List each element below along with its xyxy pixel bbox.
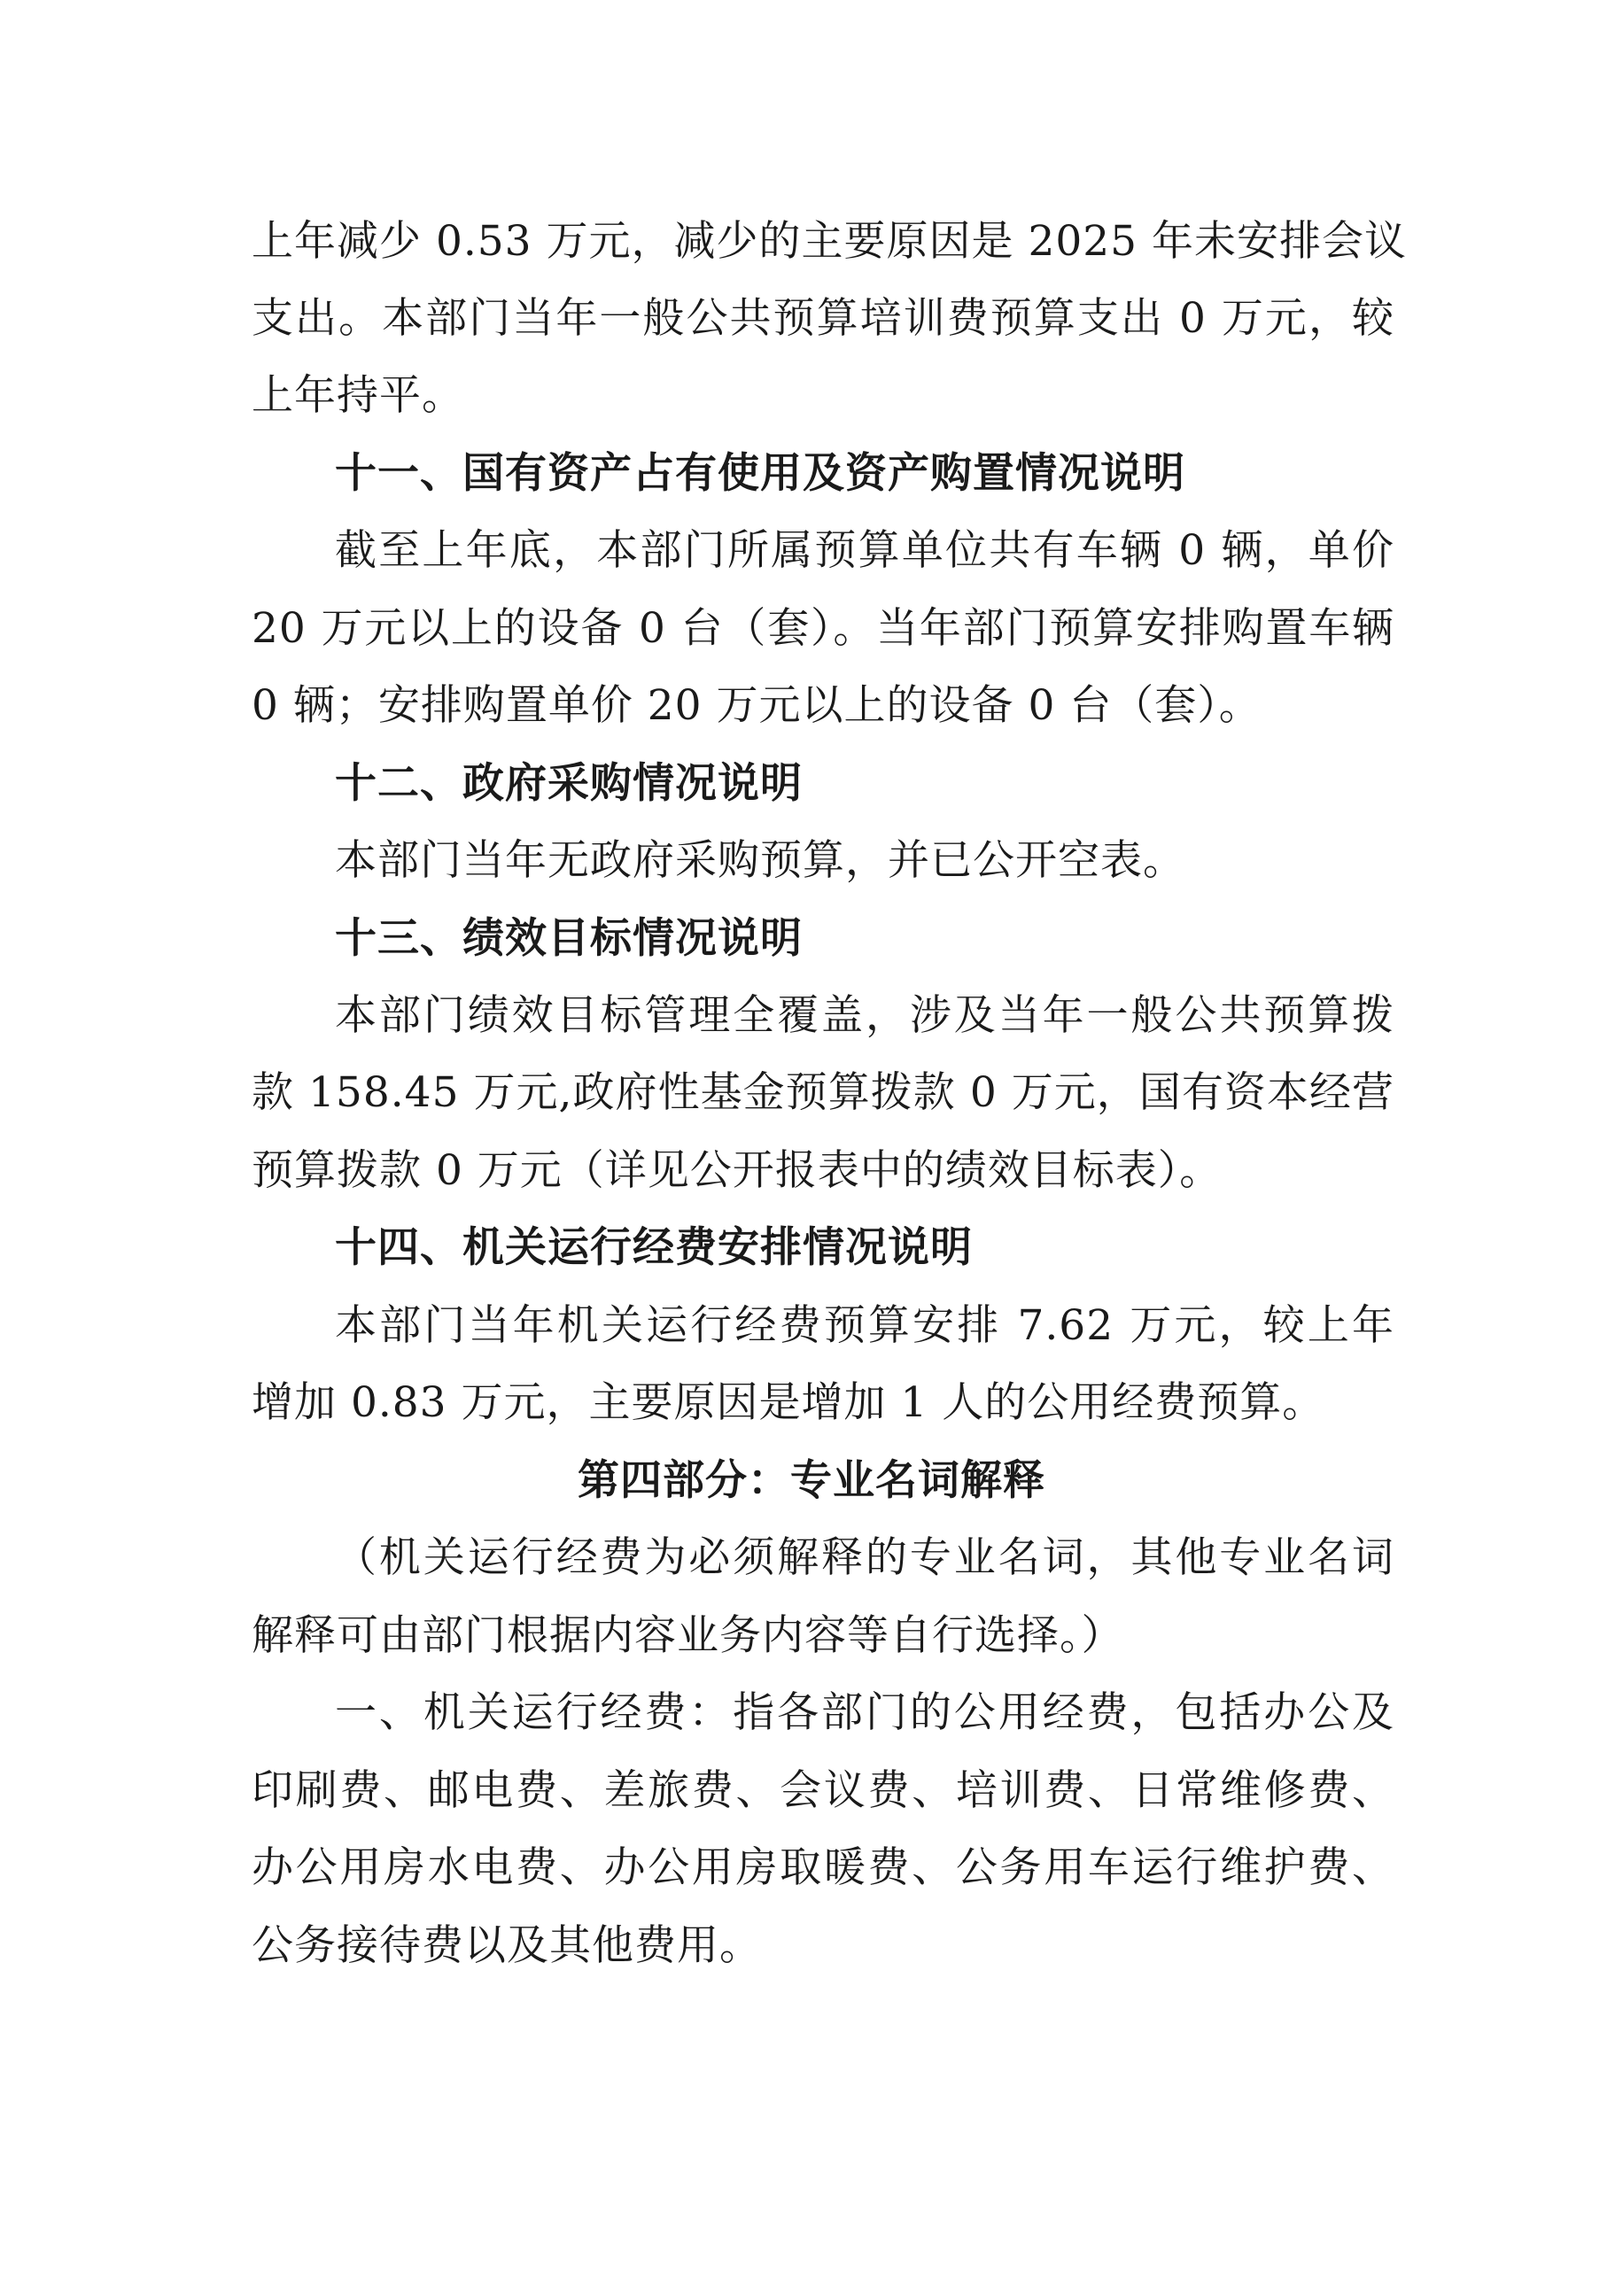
paragraph-line: 支出。本部门当年一般公共预算培训费预算支出 0 万元，较 [252, 294, 1394, 343]
paragraph-line: 一、机关运行经费：指各部门的公用经费，包括办公及 [335, 1688, 1394, 1737]
paragraph-line: 20 万元以上的设备 0 台（套）。当年部门预算安排购置车辆 [252, 604, 1394, 653]
section-heading-13: 十三、绩效目标情况说明 [335, 914, 803, 963]
paragraph-line: 款 158.45 万元,政府性基金预算拨款 0 万元，国有资本经营 [252, 1068, 1394, 1117]
paragraph-line: 增加 0.83 万元，主要原因是增加 1 人的公用经费预算。 [252, 1378, 1325, 1427]
paragraph-line: 办公用房水电费、办公用房取暖费、公务用车运行维护费、 [252, 1843, 1394, 1892]
paragraph-line: 预算拨款 0 万元（详见公开报表中的绩效目标表）。 [252, 1146, 1223, 1195]
paragraph-line: 上年持平。 [252, 371, 464, 420]
section-heading-14: 十四、机关运行经费安排情况说明 [335, 1223, 973, 1272]
section-heading-12: 十二、政府采购情况说明 [335, 759, 803, 808]
section-heading-11: 十一、国有资产占有使用及资产购置情况说明 [335, 449, 1185, 498]
paragraph-line: 0 辆；安排购置单价 20 万元以上的设备 0 台（套）。 [252, 681, 1262, 730]
paragraph-line: （机关运行经费为必须解释的专业名词，其他专业名词 [335, 1533, 1394, 1582]
paragraph-line: 本部门当年无政府采购预算，并已公开空表。 [335, 836, 1185, 885]
paragraph-line: 公务接待费以及其他费用。 [252, 1921, 762, 1970]
part-title: 第四部分：专业名词解释 [578, 1456, 1045, 1505]
paragraph-line: 上年减少 0.53 万元，减少的主要原因是 2025 年未安排会议 [252, 217, 1408, 266]
paragraph-line: 印刷费、邮电费、差旅费、会议费、培训费、日常维修费、 [252, 1766, 1394, 1815]
paragraph-line: 解释可由部门根据内容业务内容等自行选择。） [252, 1611, 1124, 1660]
paragraph-line: 本部门绩效目标管理全覆盖，涉及当年一般公共预算拨 [335, 991, 1394, 1040]
paragraph-line: 截至上年底，本部门所属预算单位共有车辆 0 辆，单价 [335, 526, 1394, 575]
paragraph-line: 本部门当年机关运行经费预算安排 7.62 万元，较上年 [335, 1301, 1394, 1350]
